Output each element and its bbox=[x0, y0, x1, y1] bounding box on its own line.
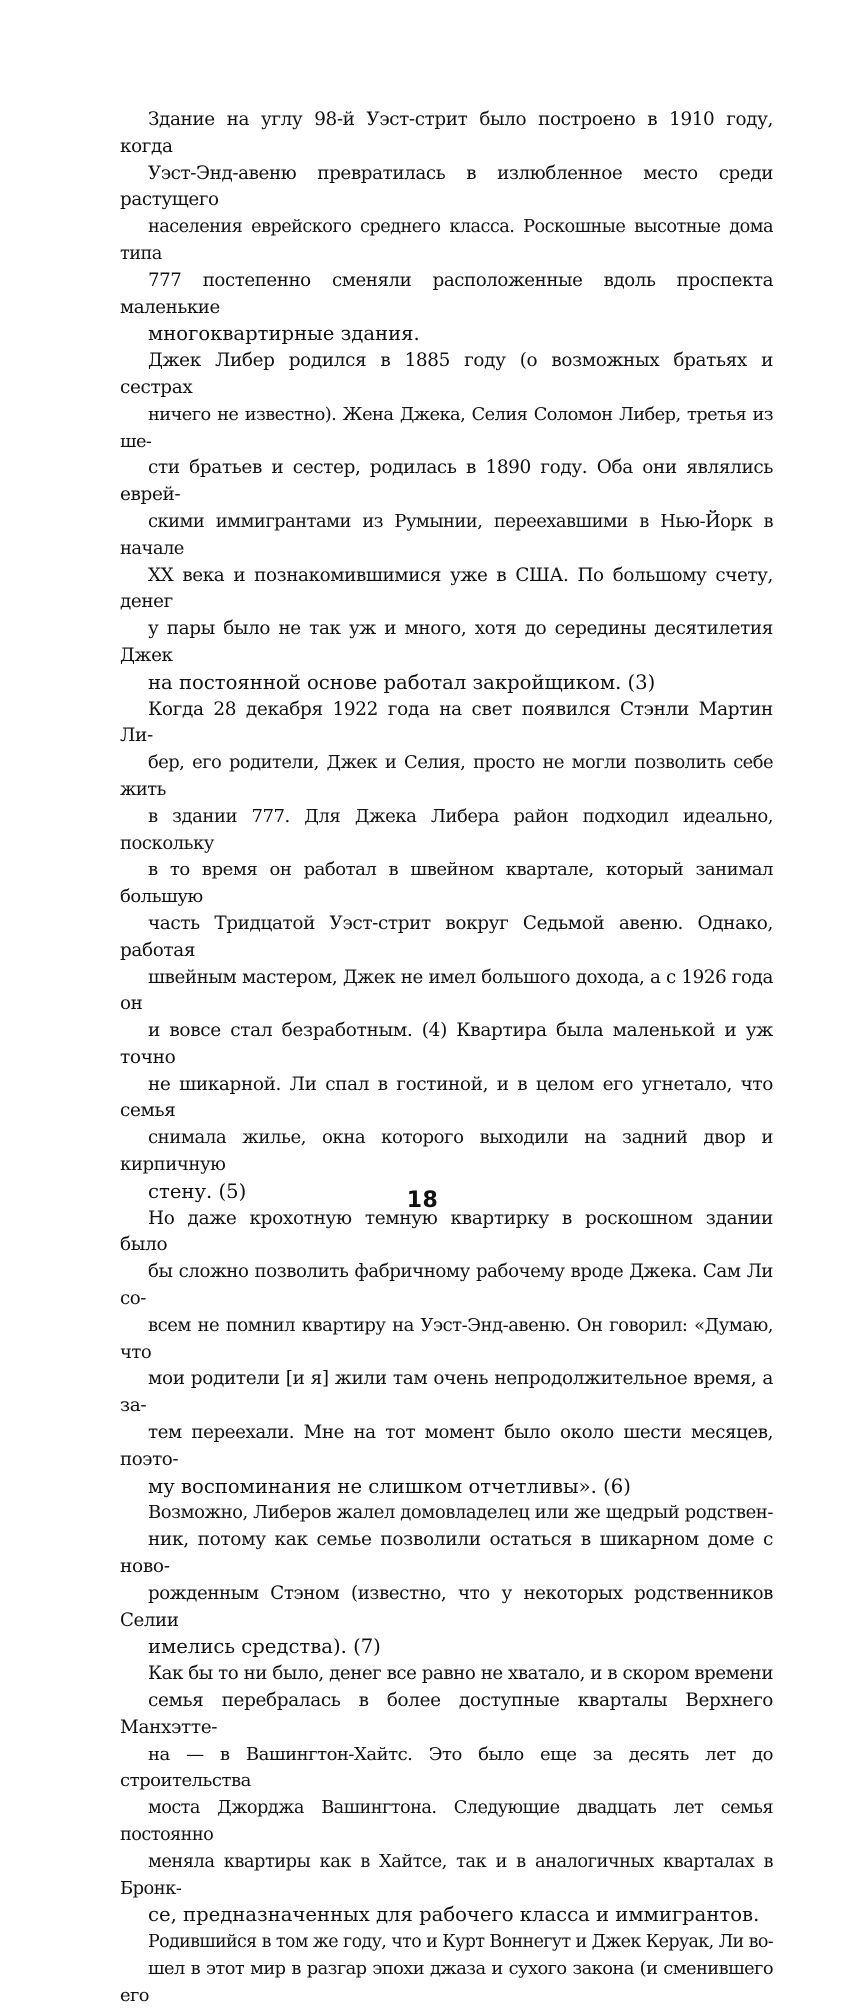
text-line: ник, потому как семье позволили остаться в шикарном доме с ново- bbox=[120, 1529, 773, 1578]
text-line: в здании 777. Для Джека Либера район подходил идеально, поскольку bbox=[120, 805, 773, 854]
paragraph-4 bbox=[120, 1206, 773, 1501]
text-line: снимала жилье, окна которого выходили на задний двор и кирпичную bbox=[120, 1127, 773, 1176]
text-line: и вовсе стал безработным. (4) Квартира была маленькой и уж точно bbox=[120, 1020, 773, 1068]
text-line: сти братьев и сестер, родилась в 1890 году. Оба они являлись еврей- bbox=[120, 457, 773, 506]
text-line: населения еврейского среднего класса. Роскошные высотные дома типа bbox=[120, 217, 773, 264]
text-line: ничего не известно). Жена Джека, Селия Соломон Либер, третья из ше- bbox=[120, 404, 773, 452]
text-line: бер, его родители, Джек и Селия, просто не могли позволить себе жить bbox=[120, 752, 773, 800]
text-line: му воспоминания не слишком отчетливы». (6) bbox=[148, 1474, 631, 1498]
text-line: Как бы то ни было, денег все равно не хватало, и в скором времени bbox=[148, 1663, 773, 1685]
text-line: семья перебралась в более доступные кварталы Верхнего Манхэтте- bbox=[120, 1690, 773, 1738]
text-line: не шикарной. Ли спал в гостиной, и в целом его угнетало, что семья bbox=[120, 1073, 773, 1122]
text-line: меняла квартиры как в Хайтсе, так и в аналогичных кварталах в Бронк- bbox=[120, 1850, 773, 1899]
text-line: шел в этот мир в разгар эпохи джаза и сухого закона (и сменившего его bbox=[120, 1957, 773, 2006]
text-line: скими иммигрантами из Румынии, переехавшими в Нью-Йорк в начале bbox=[120, 510, 773, 559]
text-line: имелись средства). (7) bbox=[148, 1635, 381, 1659]
text-line: XX века и познакомившимися уже в США. По большому счету, денег bbox=[120, 564, 773, 613]
text-line: стену. (5) bbox=[148, 1179, 247, 1203]
text-line: Когда 28 декабря 1922 года на свет появился Стэнли Мартин Ли- bbox=[120, 698, 773, 747]
text-line: многоквартирные здания. bbox=[148, 322, 420, 346]
text-line: на постоянной основе работал закройщиком. (3) bbox=[148, 670, 656, 694]
text-line: швейным мастером, Джек не имел большого дохода, а с 1926 года он bbox=[120, 966, 773, 1015]
text-line: се, предназначенных для рабочего класса и иммигрантов. bbox=[148, 1903, 760, 1927]
text-line: Здание на углу 98-й Уэст-стрит было построено в 1910 году, когда bbox=[120, 109, 773, 157]
paragraph-3 bbox=[120, 697, 773, 1206]
paragraph-7 bbox=[120, 1929, 773, 2009]
body-text bbox=[120, 107, 773, 2010]
text-line: 777 постепенно сменяли расположенные вдоль проспекта маленькие bbox=[120, 269, 773, 318]
text-line: мои родители [и я] жили там очень непродолжительное время, а за- bbox=[120, 1368, 773, 1417]
text-line: Джек Либер родился в 1885 году (о возможных братьях и сестрах bbox=[120, 350, 773, 398]
text-line: Уэст-Энд-авеню превратилась в излюбленное место среди растущего bbox=[120, 162, 773, 211]
text-line: Но даже крохотную темную квартирку в роскошном здании было bbox=[120, 1207, 773, 1256]
text-line: Родившийся в том же году, что и Курт Воннегут и Джек Керуак, Ли во- bbox=[148, 1932, 773, 1953]
text-line: на — в Вашингтон-Хайтс. Это было еще за десять лет до строительства bbox=[120, 1743, 773, 1792]
text-line: бы сложно позволить фабричному рабочему вроде Джека. Сам Ли со- bbox=[120, 1261, 773, 1310]
text-line: тем переехали. Мне на тот момент было около шести месяцев, поэто- bbox=[120, 1422, 773, 1470]
text-line: в то время он работал в швейном квартале, который занимал большую bbox=[120, 859, 773, 908]
text-line: всем не помнил квартиру на Уэст-Энд-авеню. Он говорил: «Думаю, что bbox=[120, 1314, 773, 1363]
text-line: Возможно, Либеров жалел домовладелец или же щедрый родствен- bbox=[148, 1502, 773, 1524]
paragraph-2 bbox=[120, 348, 773, 696]
text-line: у пары было не так уж и много, хотя до середины десятилетия Джек bbox=[120, 618, 773, 666]
paragraph-1 bbox=[120, 107, 773, 348]
text-line: часть Тридцатой Уэст-стрит вокруг Седьмой авеню. Однако, работая bbox=[120, 912, 773, 961]
paragraph-6 bbox=[120, 1661, 773, 1929]
paragraph-5 bbox=[120, 1500, 773, 1661]
page-number: 18 bbox=[406, 1188, 439, 1213]
text-line: рожденным Стэном (известно, что у некоторых родственников Селии bbox=[120, 1582, 773, 1631]
text-line: моста Джорджа Вашингтона. Следующие двадцать лет семья постоянно bbox=[120, 1798, 773, 1845]
